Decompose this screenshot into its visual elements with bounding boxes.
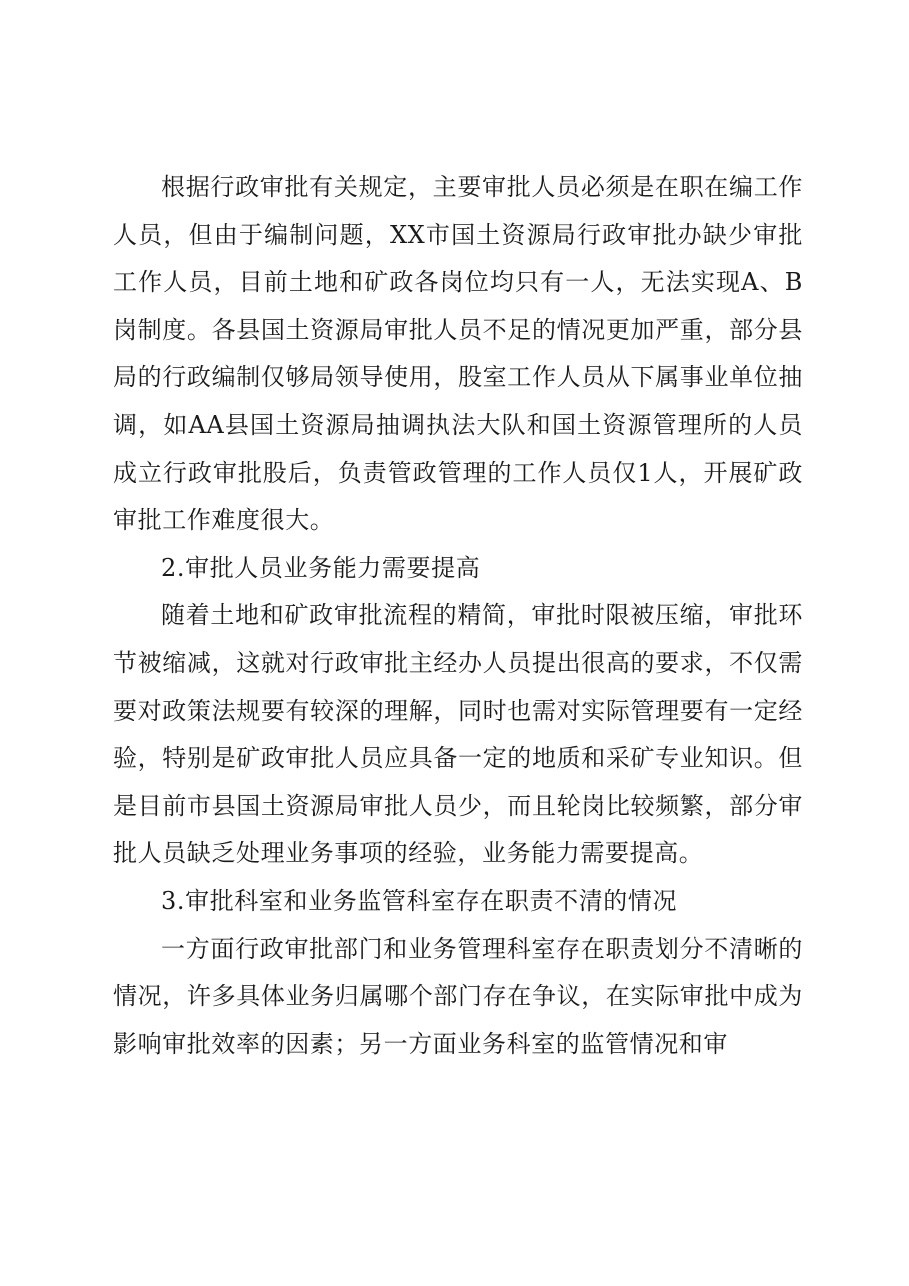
section-heading-2: 2.审批人员业务能力需要提高 [161, 553, 481, 582]
paragraph-staffing-shortage: 根据行政审批有关规定，主要审批人员必须是在职在编工作人员，但由于编制问题，XX市国土资源局行政审批办缺少审批工作人员，目前土地和矿政各岗位均只有一人，无法实现A、B岗制度。各县国土资源局审批人员不足的情况更加严重，部分县局的行政编制仅够局领导使用，股室工作人员从下属事业单位抽调，如AA县国土资源局抽调执法大队和国土资源管理所的人员成立行政审批股后，负责管政管理的工作人员仅1人，开展矿政审批工作难度很大。 [113, 173, 803, 535]
paragraph-unclear-duties: 一方面行政审批部门和业务管理科室存在职责划分不清晰的情况，许多具体业务归属哪个部门存在争议，在实际审批中成为影响审批效率的因素；另一方面业务科室的监管情况和审 [113, 934, 803, 1058]
document-body [113, 164, 803, 1068]
paragraph-business-capability: 随着土地和矿政审批流程的精简，审批时限被压缩，审批环节被缩减，这就对行政审批主经办人员提出很高的要求，不仅需要对政策法规要有较深的理解，同时也需对实际管理要有一定经验，特别是矿政审批人员应具备一定的地质和采矿专业知识。但是目前市县国土资源局审批人员少，而且轮岗比较频繁，部分审批人员缺乏处理业务事项的经验，业务能力需要提高。 [113, 601, 803, 868]
section-heading-3: 3.审批科室和业务监管科室存在职责不清的情况 [161, 886, 678, 915]
